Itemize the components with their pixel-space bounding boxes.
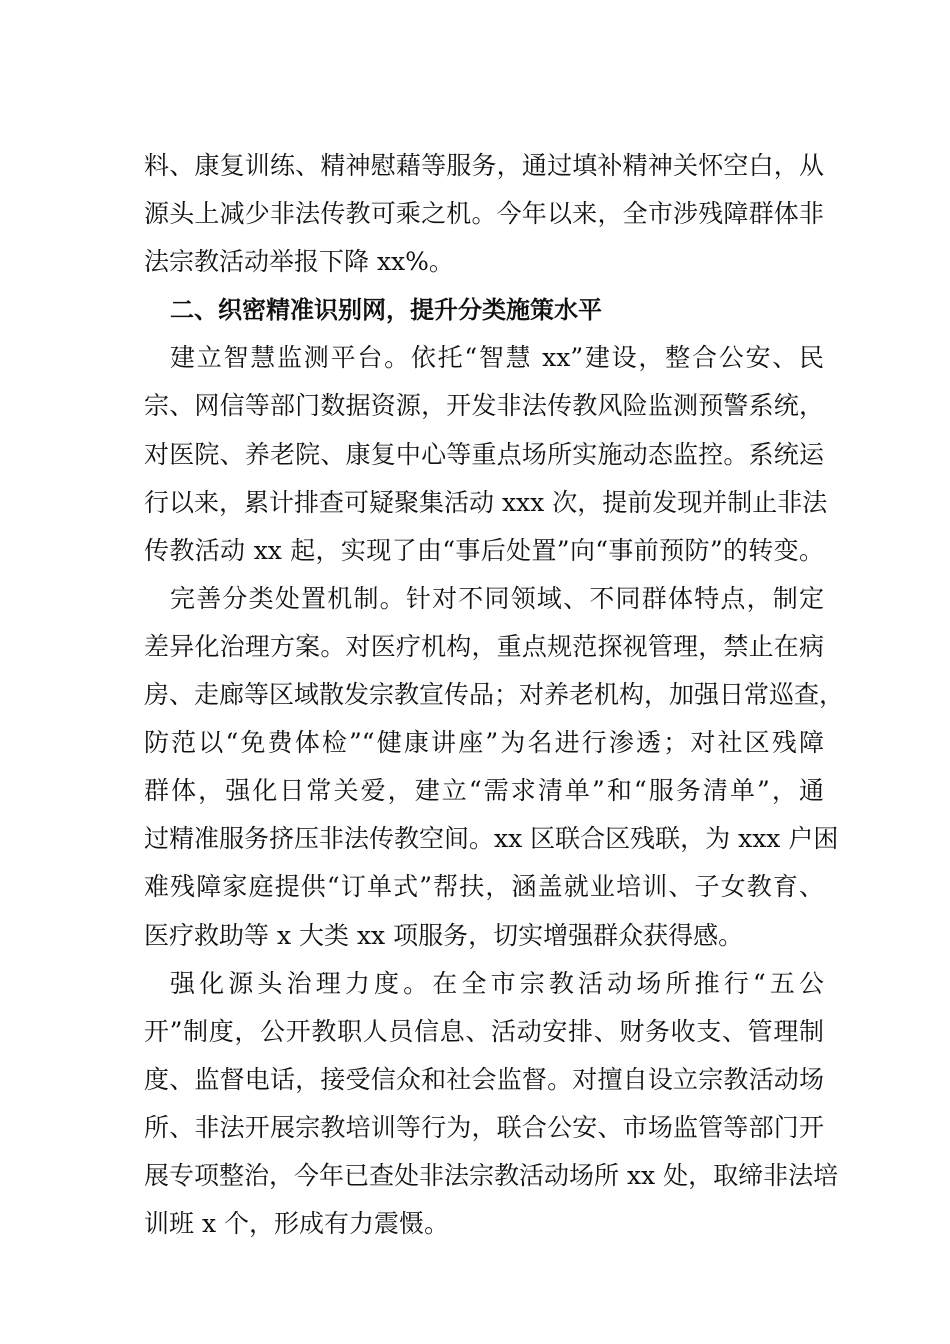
heading-line: 二、织密精准识别网，提升分类施策水平 (170, 296, 602, 325)
text-line: 展专项整治，今年已查处非法宗教活动场所 xx 处，取缔非法培 (144, 1160, 839, 1190)
text-line: 完善分类处置机制。针对不同领域、不同群体特点，制定 (170, 583, 824, 613)
paragraph (144, 334, 828, 574)
text-line: 行以来，累计排查可疑聚集活动 xxx 次，提前发现并制止非法 (144, 487, 828, 517)
text-line: 建立智慧监测平台。依托“智慧 xx”建设，整合公安、民 (170, 343, 824, 373)
text-line: 传教活动 xx 起，实现了由“事后处置”向“事前预防”的转变。 (144, 535, 824, 565)
text-line: 训班 x 个，形成有力震慑。 (144, 1209, 449, 1239)
text-line: 源头上减少非法传教可乘之机。今年以来，全市涉残障群体非 (144, 199, 824, 229)
paragraph (144, 142, 824, 286)
text-line: 所、非法开展宗教培训等行为，联合公安、市场监管等部门开 (144, 1112, 824, 1142)
document-body (144, 142, 845, 1248)
text-line: 料、康复训练、精神慰藉等服务，通过填补精神关怀空白，从 (144, 151, 824, 180)
section-heading (144, 286, 824, 334)
text-line: 对医院、养老院、康复中心等重点场所实施动态监控。系统运 (144, 439, 824, 469)
text-line: 群体，强化日常关爱，建立“需求清单”和“服务清单”，通 (144, 776, 824, 806)
text-line: 法宗教活动举报下降 xx%。 (144, 247, 454, 277)
text-line: 房、走廊等区域散发宗教宣传品；对养老机构，加强日常巡查， (144, 680, 845, 710)
paragraph (144, 575, 845, 960)
text-line: 差异化治理方案。对医疗机构，重点规范探视管理，禁止在病 (144, 631, 824, 661)
paragraph (144, 960, 839, 1249)
text-line: 度、监督电话，接受信众和社会监督。对擅自设立宗教活动场 (144, 1064, 824, 1094)
text-line: 过精准服务挤压非法传教空间。xx 区联合区残联，为 xxx 户困 (144, 824, 839, 854)
text-line: 开”制度，公开教职人员信息、活动安排、财务收支、管理制 (144, 1016, 824, 1046)
text-line: 宗、网信等部门数据资源，开发非法传教风险监测预警系统， (144, 391, 824, 421)
text-line: 防范以“免费体检”“健康讲座”为名进行渗透；对社区残障 (144, 728, 824, 758)
text-line: 难残障家庭提供“订单式”帮扶，涵盖就业培训、子女教育、 (144, 872, 824, 902)
text-line: 强化源头治理力度。在全市宗教活动场所推行“五公 (170, 968, 824, 998)
text-line: 医疗救助等 x 大类 xx 项服务，切实增强群众获得感。 (144, 920, 744, 950)
